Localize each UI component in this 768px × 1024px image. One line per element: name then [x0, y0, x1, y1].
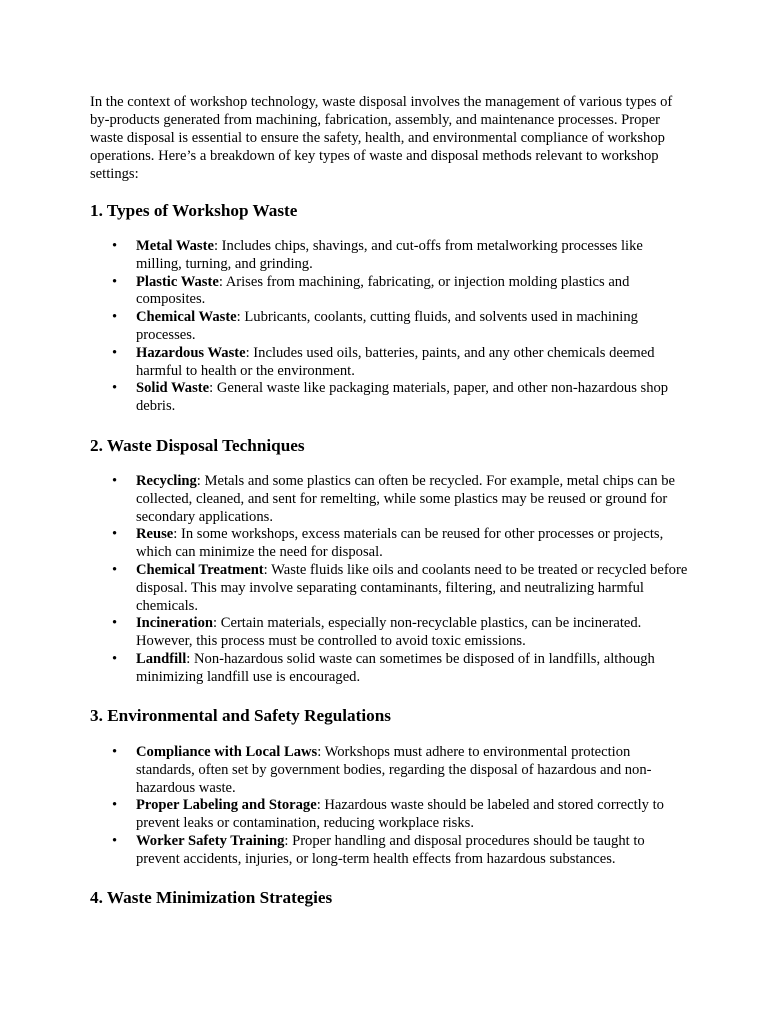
section-heading-types-of-waste: 1. Types of Workshop Waste — [90, 201, 298, 220]
intro-paragraph: In the context of workshop technology, waste disposal involves the management of various types of by-products generated from machining, fabrication, assembly, and maintenance processes. Proper waste disposal is essential to ensure the safety, health, and environmental compliance of workshop operations. Here’s a breakdown of key types of waste and disposal methods relevant to workshop settings: — [90, 94, 673, 182]
regulations-list — [90, 744, 690, 869]
item-text: : Hazardous waste should be labeled and stored correctly to prevent leaks or contamination, reducing workplace risks. — [136, 797, 664, 832]
item-term: Worker Safety Training — [136, 832, 285, 849]
item-text: : Lubricants, coolants, cutting fluids, and solvents used in machining processes. — [136, 309, 638, 343]
bullet-icon: • — [112, 473, 118, 489]
disposal-techniques-list — [90, 473, 690, 687]
bullet-icon: • — [112, 309, 118, 326]
list-item-plastic-waste — [90, 274, 690, 310]
item-text: : Includes chips, shavings, and cut-offs from metalworking processes like milling, turning, and grinding. — [136, 238, 643, 272]
bullet-icon: • — [112, 344, 118, 361]
section-heading-disposal-techniques: 2. Waste Disposal Techniques — [90, 436, 305, 455]
item-text: : Workshops must adhere to environmental protection standards, often set by government bodies, regarding the disposal of hazardous and non-hazardous waste. — [136, 744, 652, 796]
list-item-chemical-waste — [90, 309, 690, 345]
item-term: Landfill — [136, 650, 187, 667]
item-term: Proper Labeling and Storage — [136, 797, 317, 814]
list-item-recycling — [90, 473, 690, 526]
bullet-icon: • — [112, 832, 118, 849]
item-term: Chemical Waste — [136, 309, 237, 326]
item-term: Incineration — [136, 615, 214, 632]
item-term: Reuse — [136, 526, 174, 543]
bullet-icon: • — [112, 615, 118, 632]
item-term: Chemical Treatment — [136, 561, 264, 578]
list-item-safety-training — [90, 833, 690, 869]
bullet-icon: • — [112, 650, 118, 667]
list-item-solid-waste — [90, 380, 690, 416]
bullet-icon: • — [112, 744, 118, 760]
bullet-icon: • — [112, 238, 118, 254]
list-item-incineration — [90, 615, 690, 651]
item-term: Solid Waste — [136, 380, 210, 397]
item-term: Plastic Waste — [136, 273, 219, 290]
item-text: : Certain materials, especially non-recyclable plastics, can be incinerated. However, this process must be controlled to avoid toxic emissions. — [136, 615, 642, 650]
item-text: : Metals and some plastics can often be recycled. For example, metal chips can be collected, cleaned, and sent for remelting, while some plastics may be reused or ground for secondary applications. — [136, 473, 675, 525]
item-text: : Waste fluids like oils and coolants need to be treated or recycled before disposal. This may involve separating contaminants, filtering, and neutralizing harmful chemicals. — [136, 561, 688, 614]
bullet-icon: • — [112, 561, 118, 578]
bullet-icon: • — [112, 526, 118, 543]
item-text: : Proper handling and disposal procedures should be taught to prevent accidents, injuries, or long-term health effects from hazardous substances. — [136, 832, 645, 867]
item-term: Hazardous Waste — [136, 344, 246, 361]
item-text: : General waste like packaging materials, paper, and other non-hazardous shop debris. — [136, 380, 669, 415]
list-item-compliance — [90, 744, 690, 797]
list-item-metal-waste — [90, 238, 690, 274]
item-text: : Non-hazardous solid waste can sometimes be disposed of in landfills, although minimizing landfill use is encouraged. — [136, 650, 655, 685]
item-text: : In some workshops, excess materials can be reused for other processes or projects, which can minimize the need for disposal. — [136, 526, 664, 561]
list-item-labeling-storage — [90, 797, 690, 833]
list-item-chemical-treatment — [90, 562, 690, 615]
bullet-icon: • — [112, 380, 118, 397]
item-text: : Arises from machining, fabricating, or injection molding plastics and composites. — [136, 273, 630, 308]
item-text: : Includes used oils, batteries, paints, and any other chemicals deemed harmful to health or the environment. — [136, 344, 655, 379]
bullet-icon: • — [112, 797, 118, 814]
section-heading-regulations: 3. Environmental and Safety Regulations — [90, 706, 391, 725]
item-term: Recycling — [136, 473, 197, 489]
list-item-landfill — [90, 651, 690, 687]
item-term: Metal Waste — [136, 238, 214, 254]
list-item-reuse — [90, 526, 690, 562]
item-term: Compliance with Local Laws — [136, 744, 318, 760]
bullet-icon: • — [112, 273, 118, 290]
list-item-hazardous-waste — [90, 345, 690, 381]
types-of-waste-list — [90, 238, 690, 416]
section-heading-minimization: 4. Waste Minimization Strategies — [90, 888, 333, 907]
